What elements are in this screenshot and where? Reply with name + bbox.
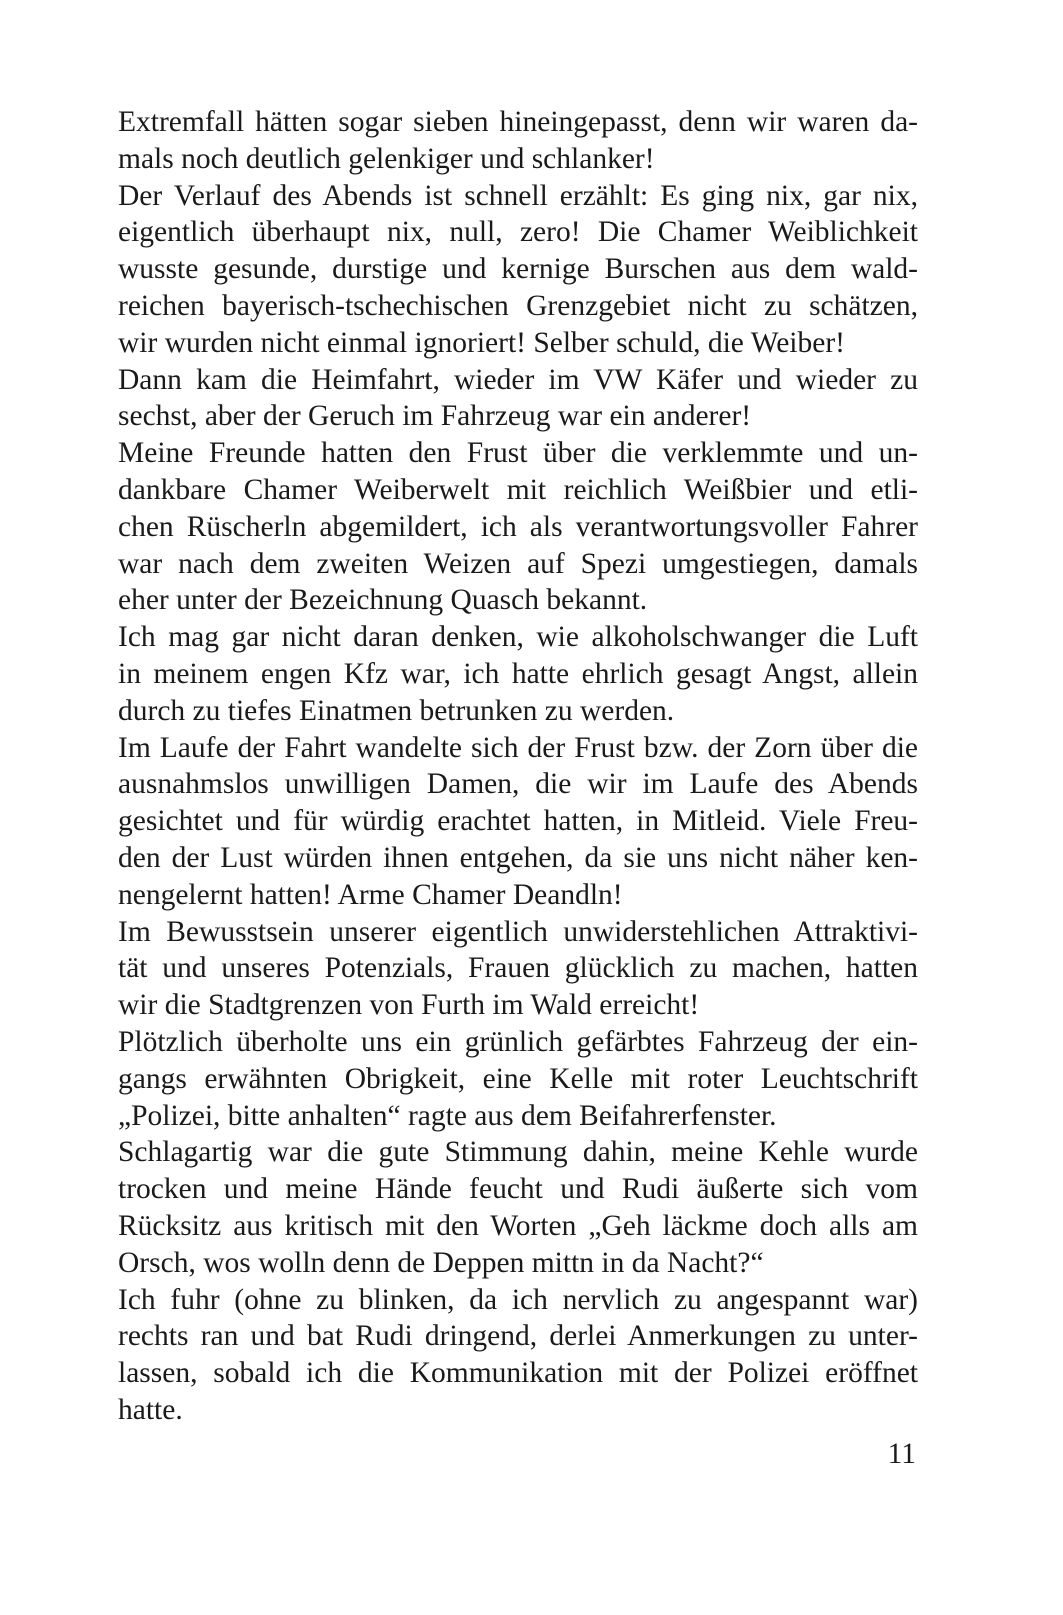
text-line: Meine Freunde hatten den Frust über die verklemmte und un- — [118, 437, 918, 470]
text-line: rechts ran und bat Rudi dringend, derlei Anmerkungen zu unter- — [118, 1320, 918, 1353]
text-line: Im Bewusstsein unserer eigentlich unwiderstehlichen Attraktivi- — [118, 915, 918, 948]
text-line: Im Laufe der Fahrt wandelte sich der Frust bzw. der Zorn über die — [118, 731, 918, 764]
text-line: „Polizei, bitte anhalten“ ragte aus dem Beifahrerfenster. — [118, 1099, 777, 1132]
text-line: wusste gesunde, durstige und kernige Burschen aus dem wald- — [118, 253, 918, 286]
text-line: Ich fuhr (ohne zu blinken, da ich nervlich zu angespannt war) — [118, 1283, 918, 1316]
text-line: Der Verlauf des Abends ist schnell erzählt: Es ging nix, gar nix, — [118, 179, 918, 212]
text-line: ausnahmslos unwilligen Damen, die wir im Laufe des Abends — [118, 768, 918, 801]
text-line: war nach dem zweiten Weizen auf Spezi umgestiegen, damals — [118, 547, 918, 580]
text-line: mals noch deutlich gelenkiger und schlanker! — [118, 142, 655, 175]
text-line: nengelernt hatten! Arme Chamer Deandln! — [118, 878, 623, 911]
text-line: eher unter der Bezeichnung Quasch bekannt. — [118, 584, 648, 617]
text-line: hatte. — [118, 1393, 183, 1426]
text-line: chen Rüscherln abgemildert, ich als verantwortungsvoller Fahrer — [118, 510, 918, 543]
text-line: Ich mag gar nicht daran denken, wie alkoholschwanger die Luft — [118, 621, 918, 654]
page-number: 11 — [887, 1438, 916, 1470]
text-line: lassen, sobald ich die Kommunikation mit der Polizei eröffnet — [118, 1357, 918, 1390]
text-line: Orsch, wos wolln denn de Deppen mittn in da Nacht?“ — [118, 1246, 764, 1279]
text-line: Dann kam die Heimfahrt, wieder im VW Käfer und wieder zu — [118, 363, 918, 396]
text-line: reichen bayerisch-tschechischen Grenzgebiet nicht zu schätzen, — [118, 289, 918, 322]
text-line: wir wurden nicht einmal ignoriert! Selber schuld, die Weiber! — [118, 326, 845, 359]
text-line: den der Lust würden ihnen entgehen, da sie uns nicht näher ken- — [118, 841, 918, 874]
text-line: trocken und meine Hände feucht und Rudi äußerte sich vom — [118, 1173, 918, 1206]
text-line: wir die Stadtgrenzen von Furth im Wald erreicht! — [118, 989, 700, 1022]
text-line: Extremfall hätten sogar sieben hineingepasst, denn wir waren da- — [118, 106, 918, 138]
text-line: sechst, aber der Geruch im Fahrzeug war ein anderer! — [118, 400, 752, 433]
text-line: dankbare Chamer Weiberwelt mit reichlich Weißbier und etli- — [118, 473, 918, 506]
text-line: eigentlich überhaupt nix, null, zero! Die Chamer Weiblichkeit — [118, 216, 918, 249]
text-line: Schlagartig war die gute Stimmung dahin, meine Kehle wurde — [118, 1136, 918, 1169]
text-line: tät und unseres Potenzials, Frauen glücklich zu machen, hatten — [118, 952, 918, 985]
body-text — [118, 104, 918, 1429]
text-line: gangs erwähnten Obrigkeit, eine Kelle mit roter Leuchtschrift — [118, 1062, 918, 1095]
text-line: Rücksitz aus kritisch mit den Worten „Geh läckme doch alls am — [118, 1209, 918, 1242]
text-line: durch zu tiefes Einatmen betrunken zu werden. — [118, 694, 675, 727]
text-line: gesichtet und für würdig erachtet hatten, in Mitleid. Viele Freu- — [118, 805, 918, 838]
text-line: in meinem engen Kfz war, ich hatte ehrlich gesagt Angst, allein — [118, 657, 918, 690]
text-line: Plötzlich überholte uns ein grünlich gefärbtes Fahrzeug der ein- — [118, 1025, 918, 1058]
